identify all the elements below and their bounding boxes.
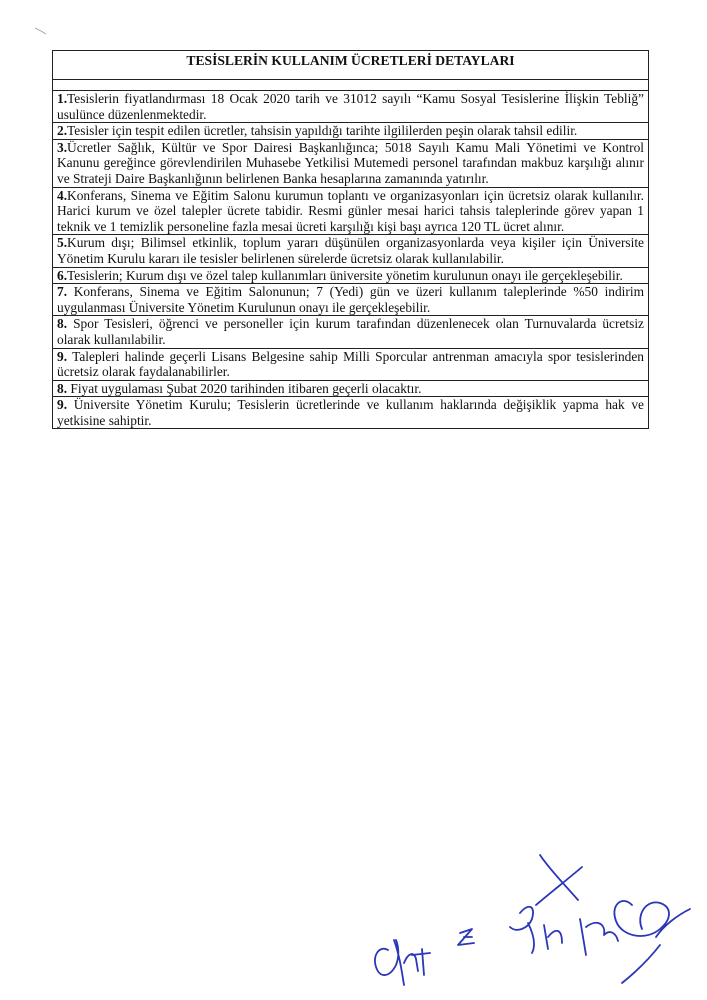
list-item [53,235,649,267]
item-number: 2. [57,123,68,139]
list-item [53,123,649,140]
item-text: Fiyat uygulaması Şubat 2020 tarihinden itibaren geçerli olacaktır. [67,380,422,396]
item-number: 8. [57,316,68,332]
list-item [53,187,649,235]
item-text: Spor Tesisleri, öğrenci ve personeller için kurum tarafından düzenlenecek olan Turnuvalarda ücretsiz olarak kullanılabilir. [57,316,644,347]
list-item [53,139,649,187]
document-title: TESİSLERİN KULLANIM ÜCRETLERİ DETAYLARI [53,51,649,80]
list-item [53,348,649,380]
item-text: Ücretler Sağlık, Kültür ve Spor Dairesi Başkanlığınca; 5018 Sayılı Kamu Mali Yönetimi ve Kontrol Kanunu gereğince görevlendirilen Muhasebe Yetkilisi Mutemedi personel tarafından makbuz karşılığı alınır ve Strateji Daire Başkanlığının belirlenen Banka hesaplarına zamanında yatırılır. [57,139,644,186]
signature-2 [458,929,474,945]
spacer-row [53,80,649,91]
signature-4 [580,919,618,955]
list-item [53,267,649,284]
item-number: 5. [57,235,68,251]
item-text: Kurum dışı; Bilimsel etkinlik, toplum yararı düşünülen organizasyonlarda veya kişiler için Üniversite Yönetim Kurulu kararı ile tesisler belirlenen sürelerde ücretsiz olarak kullanılabilir. [57,235,644,266]
item-number: 9. [57,397,68,413]
list-item [53,316,649,348]
item-number: 3. [57,139,68,155]
list-item [53,397,649,429]
item-text: Tesislerin; Kurum dışı ve özel talep kullanımları üniversite yönetim kurulunun onayı ile gerçekleşebilir. [67,267,623,283]
item-number: 8. [57,380,68,396]
item-text: Talepleri halinde geçerli Lisans Belgesine sahip Milli Sporcular antrenman amacıyla spor tesislerinden ücretsiz olarak faydalanabilirler. [57,348,644,380]
item-text: Tesislerin fiyatlandırması 18 Ocak 2020 tarih ve 31012 sayılı “Kamu Sosyal Tesislerine İlişkin Tebliğ” usulünce düzenlenmektedir. [57,91,644,122]
item-number: 1. [57,91,68,106]
item-number: 7. [57,284,68,300]
signature-3 [510,855,582,953]
item-text: Üniversite Yönetim Kurulu; Tesislerin ücretlerinde ve kullanım haklarında değişiklik yapma hak ve yetkisine sahiptir. [57,397,644,428]
item-number: 6. [57,267,68,283]
item-text: Konferans, Sinema ve Eğitim Salonu kurumun toplantı ve organizasyonları için ücretsiz olarak kullanılır. Harici kurum ve özel talepler ücrete tabidir. Resmi günler mesai harici tahsis taleplerinde görev yapan 1 teknik ve 1 temizlik personeline fazla mesai ücreti karşılığı kişi başı ayrıca 120 TL ücret alınır. [57,187,644,234]
signature-1 [375,940,430,985]
list-item [53,91,649,123]
fees-details-table [52,50,649,429]
item-number: 9. [57,348,68,364]
list-item [53,380,649,397]
signature-5 [614,901,690,983]
list-item [53,284,649,316]
scan-mark [34,26,48,36]
handwritten-signatures [360,845,705,1000]
item-number: 4. [57,187,68,203]
item-text: Konferans, Sinema ve Eğitim Salonunun; 7 (Yedi) gün ve üzeri kullanım taleplerinde %50 indirim uygulanması Üniversite Yönetim Kurulunun onayı ile gerçekleşebilir. [57,284,644,315]
item-text: Tesisler için tespit edilen ücretler, tahsisin yapıldığı tarihte ilgililerden peşin olarak tahsil edilir. [67,123,578,139]
